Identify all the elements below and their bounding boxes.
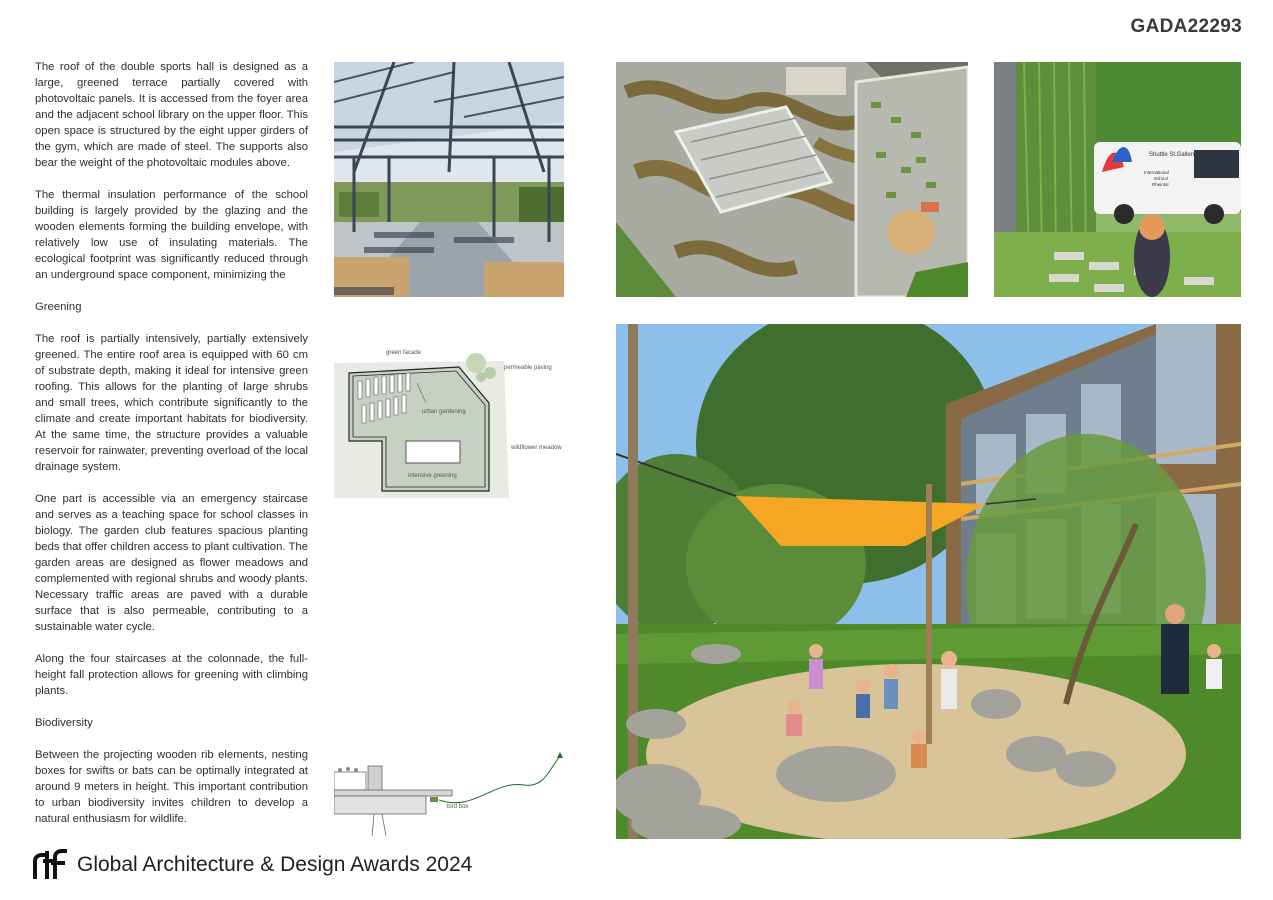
footer-title: Global Architecture & Design Awards 2024: [77, 853, 473, 876]
photo-shuttle-van: [994, 62, 1241, 297]
van-text-shuttle: Shuttle St.Gallen - Buchs: [1149, 152, 1217, 158]
diagram-section-birdbox: [334, 750, 566, 836]
gada-logo-icon: [33, 849, 69, 881]
van-text-line2: International: [1144, 170, 1169, 175]
label-urban-gardening: urban gardening: [422, 409, 466, 415]
paragraph-garden: One part is accessible via an emergency staircase and serves as a teaching space for school classes in biology. The garden club features spacious planting beds that offer children access to plant cultivation. The garden areas are designed as flower meadows and complemented with regional shrubs and woody plants. Necessary traffic areas are paved with a durable surface that is also permeable, contributing to a sustainable water cycle.: [35, 493, 308, 633]
footer: [33, 848, 472, 882]
paragraph-staircases: Along the four staircases at the colonnade, the full-height fall protection allows for greening with climbing plants.: [35, 653, 308, 697]
label-intensive-greening: intensive greening: [408, 473, 457, 479]
description-column: [35, 59, 308, 843]
paragraph-insulation: The thermal insulation performance of the school building is largely provided by the glazing and the wooden elements forming the building envelope, with relatively low use of insulating materials. The ecological footprint was significantly reduced through an underground space component, minimizing the: [35, 189, 308, 281]
label-bird-box: bird box: [447, 804, 469, 810]
photo-roof-pergola: [334, 62, 564, 297]
label-permeable-paving: permeable paving: [504, 365, 552, 371]
diagram-roof-plan: [334, 343, 566, 499]
photo-aerial-green-roof: [616, 62, 968, 297]
paragraph-biodiversity: Between the projecting wooden rib elements, nesting boxes for swifts or bats can be optimally integrated at around 9 meters in height. This important contribution to urban biodiversity invites children to develop a natural enthusiasm for wildlife.: [35, 749, 308, 825]
van-text-line3: School: [1154, 176, 1168, 181]
heading-greening: Greening: [35, 301, 82, 313]
heading-biodiversity: Biodiversity: [35, 717, 93, 729]
label-wildflower-meadow: wildflower meadow: [511, 445, 562, 451]
project-code: GADA22293: [1130, 16, 1242, 37]
label-green-facade: green facade: [386, 350, 422, 356]
van-text-line4: Rheintal: [1152, 182, 1169, 187]
paragraph-greening: The roof is partially intensively, partially extensively greened. The entire roof area is equipped with 60 cm of substrate depth, making it ideal for intensive green roofing. This allows for the planting of large shrubs and small trees, which contribute significantly to the climate and create important habitats for biodiversity. At the same time, the structure provides a valuable reservoir for rainwater, preventing overload of the local drainage system.: [35, 333, 308, 473]
photo-playground: [616, 324, 1241, 839]
paragraph-roof: The roof of the double sports hall is designed as a large, greened terrace partially covered with photovoltaic panels. It is accessed from the foyer area and the adjacent school library on the upper floor. This open space is structured by the eight upper girders of the gym, which are made of steel. The supports also bear the weight of the photovoltaic modules above.: [35, 61, 308, 169]
